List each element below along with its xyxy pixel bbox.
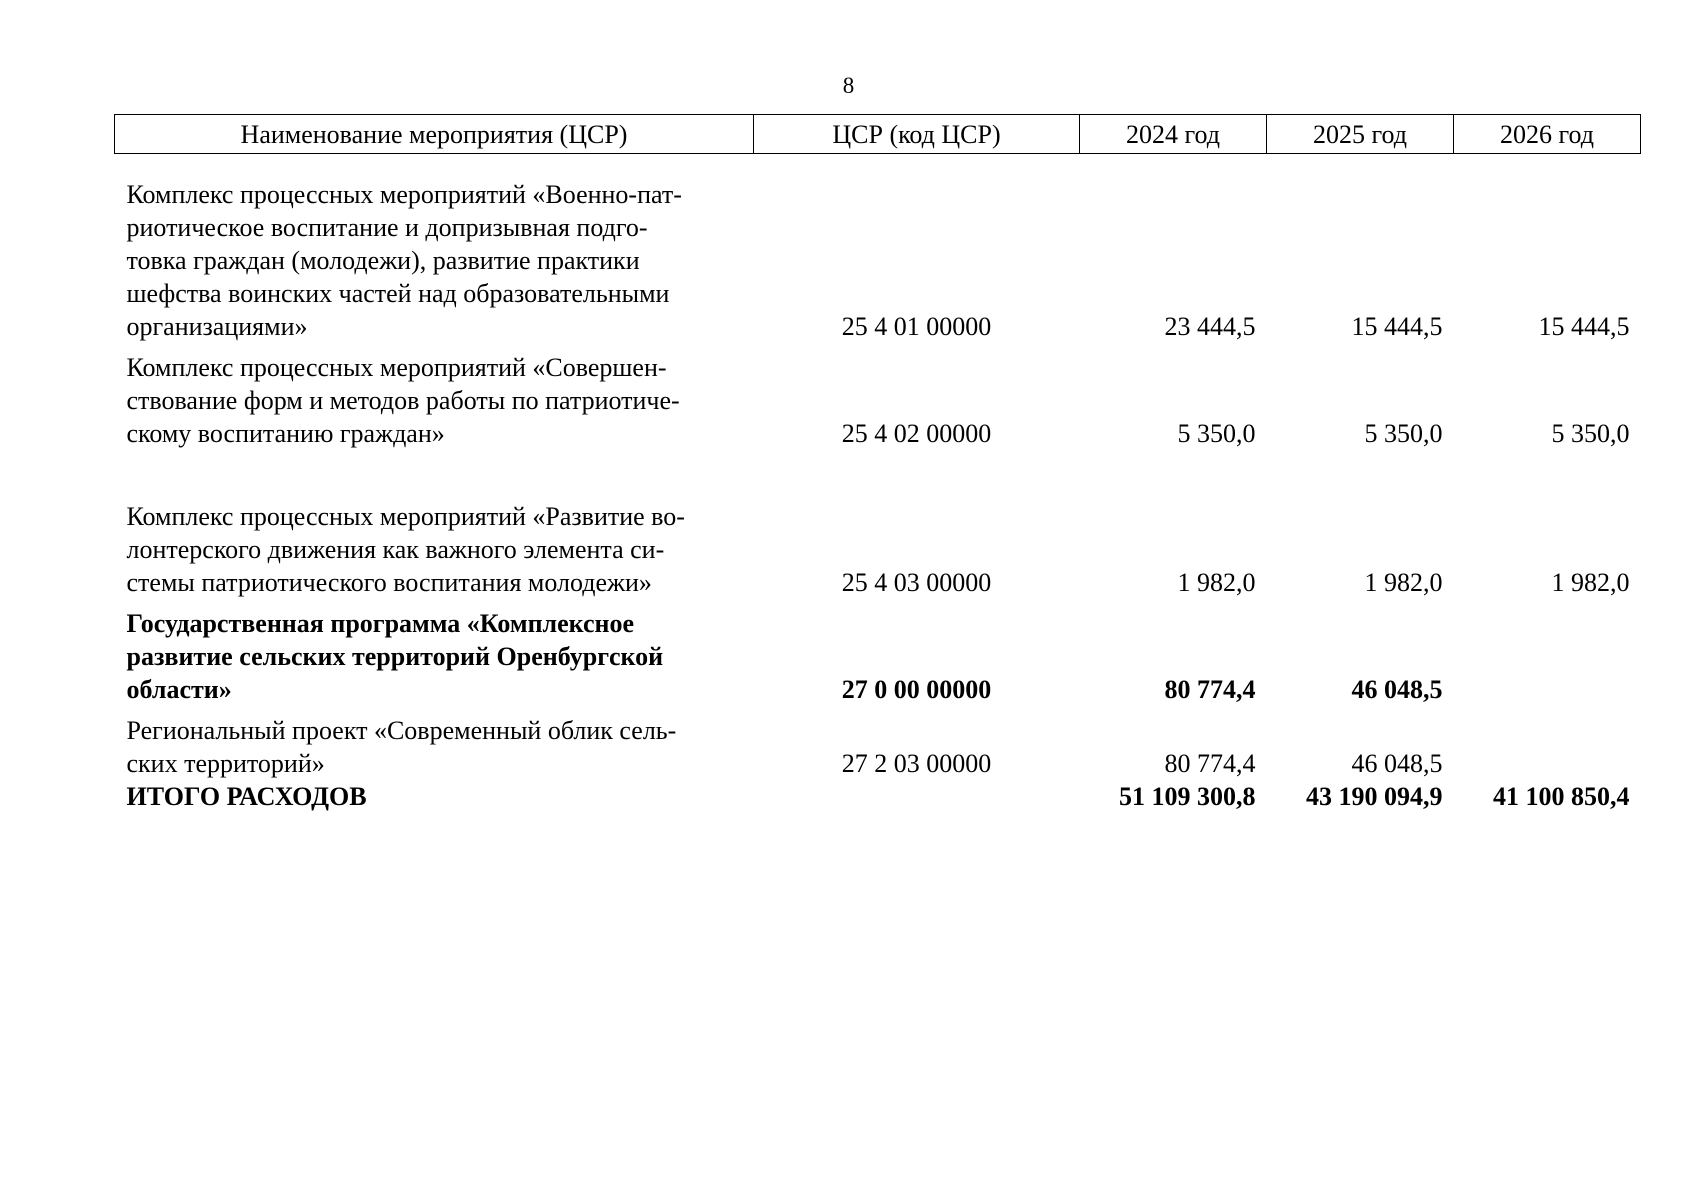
- table-row-program: [115, 599, 1641, 706]
- row-name: Комплекс процессных мероприятий «Военно-пат- риотическое воспитание и допризывная подго- товка граждан (молодежи), развитие практики шефства воинских частей над образовательными организациями»: [126, 180, 682, 341]
- row-value-2026: 15 444,5: [1538, 312, 1630, 341]
- total-code: [754, 780, 1080, 813]
- table-header-row: [115, 115, 1641, 154]
- header-2026: 2026 год: [1454, 115, 1641, 154]
- table-total-row: [115, 780, 1641, 813]
- row-value-2026: [1454, 706, 1641, 780]
- row-value-2025: 46 048,5: [1351, 749, 1443, 778]
- row-value-2025: 15 444,5: [1351, 312, 1443, 341]
- page-number: 8: [842, 73, 855, 98]
- header-2024: 2024 год: [1080, 115, 1267, 154]
- row-name: Комплекс процессных мероприятий «Развитие во- лонтерского движения как важного элемента си- стемы патриотического воспитания молодежи»: [126, 502, 685, 597]
- row-code: 25 4 02 00000: [841, 419, 992, 448]
- header-name: Наименование мероприятия (ЦСР): [115, 115, 754, 154]
- table-row: [115, 343, 1641, 450]
- row-value-2024: 80 774,4: [1164, 749, 1256, 778]
- total-label: ИТОГО РАСХОДОВ: [126, 782, 367, 811]
- budget-table: [114, 114, 1641, 813]
- table-spacer: [115, 154, 1641, 179]
- row-value-2024: 23 444,5: [1164, 312, 1256, 341]
- table-row: [115, 500, 1641, 599]
- row-value-2025: 5 350,0: [1364, 419, 1443, 448]
- total-value-2024: 51 109 300,8: [1119, 782, 1256, 811]
- table-row: [115, 706, 1641, 780]
- row-value-2025: 1 982,0: [1364, 568, 1443, 597]
- row-value-2024: 80 774,4: [1164, 675, 1256, 704]
- row-name: Комплекс процессных мероприятий «Совершен- ствование форм и методов работы по патриотиче- скому воспитанию граждан»: [126, 353, 680, 448]
- row-value-2024: 1 982,0: [1177, 568, 1256, 597]
- row-code: 25 4 03 00000: [841, 568, 992, 597]
- row-name: Региональный проект «Современный облик сель- ских территорий»: [126, 716, 677, 778]
- total-value-2025: 43 190 094,9: [1306, 782, 1443, 811]
- row-name: Государственная программа «Комплексное развитие сельских территорий Оренбургской области»: [126, 609, 664, 704]
- header-code: ЦСР (код ЦСР): [754, 115, 1080, 154]
- row-code: 25 4 01 00000: [841, 312, 992, 341]
- row-value-2025: 46 048,5: [1351, 675, 1443, 704]
- row-value-2026: [1454, 599, 1641, 706]
- total-value-2026: 41 100 850,4: [1493, 782, 1630, 811]
- row-value-2026: 5 350,0: [1551, 419, 1630, 448]
- row-value-2024: 5 350,0: [1177, 419, 1256, 448]
- row-code: 27 0 00 00000: [841, 675, 992, 704]
- row-value-2026: 1 982,0: [1551, 568, 1630, 597]
- row-code: 27 2 03 00000: [841, 749, 992, 778]
- table-row: [115, 178, 1641, 343]
- table-spacer: [115, 450, 1641, 500]
- header-2025: 2025 год: [1267, 115, 1454, 154]
